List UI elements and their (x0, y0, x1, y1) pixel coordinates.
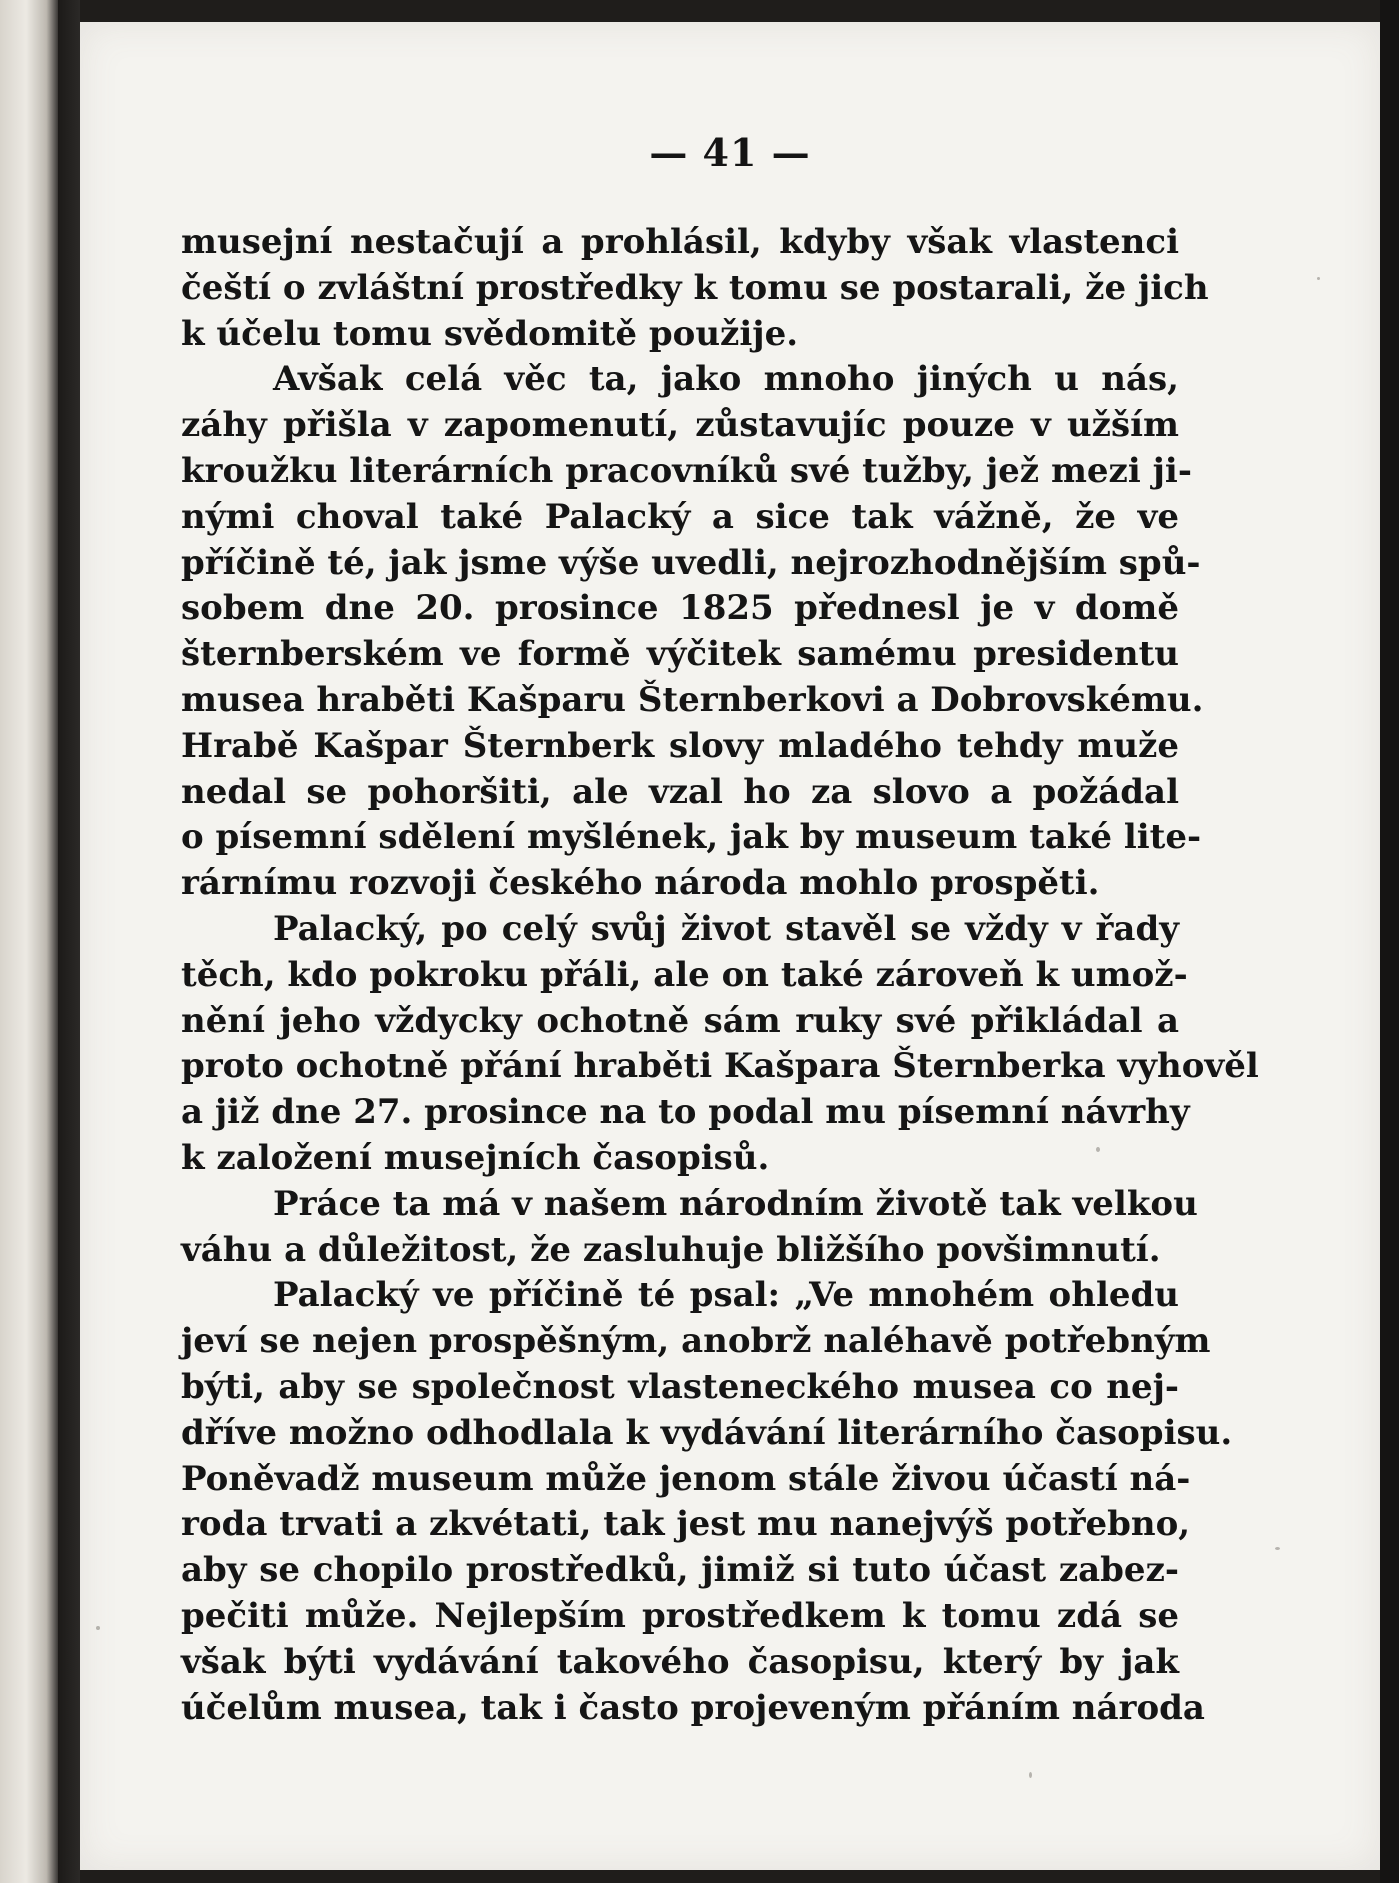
text-line: Palacký, po celý svůj život stavěl se vždy v řady (273, 908, 1179, 949)
text-line: rárnímu rozvoji českého národa mohlo prospěti. (181, 863, 1100, 904)
text-line: jeví se nejen prospěšným, anobrž naléhavě potřebným (181, 1321, 1211, 1362)
page-sheet (80, 22, 1380, 1870)
text-line: Práce ta má v našem národním životě tak velkou (273, 1183, 1198, 1224)
text-line: k založení musejních časopisů. (181, 1137, 770, 1178)
text-line: proto ochotně přání hraběti Kašpara Šternberka vyhověl (181, 1046, 1259, 1087)
previous-page-edge (0, 0, 58, 1883)
text-line: Palacký ve příčině té psal: „Ve mnohém ohledu (273, 1275, 1179, 1316)
text-line: roda trvati a zkvétati, tak jest mu nanejvýš potřebno, (181, 1504, 1191, 1545)
paper-speck (1096, 1147, 1100, 1152)
paper-speck (1317, 277, 1320, 280)
text-line: nění jeho vždycky ochotně sám ruky své přikládal a (181, 1000, 1179, 1041)
text-line: býti, aby se společnost vlasteneckého musea co nej- (181, 1366, 1179, 1407)
text-line: k účelu tomu svědomitě použije. (181, 313, 799, 354)
text-line: šternberském ve formě výčitek samému presidentu (181, 634, 1179, 675)
text-line: těch, kdo pokroku přáli, ale on také zároveň k umož- (181, 954, 1188, 995)
text-line: záhy přišla v zapomenutí, zůstavujíc pouze v užším (181, 405, 1179, 446)
text-line: Poněvadž museum může jenom stále živou účastí ná- (181, 1458, 1191, 1499)
paper-speck (1029, 1772, 1032, 1778)
text-line: dříve možno odhodlala k vydávání literárního časopisu. (181, 1412, 1233, 1453)
text-line: účelům musea, tak i často projeveným přáním národa (181, 1687, 1205, 1728)
text-line: kroužku literárních pracovníků své tužby, jež mezi ji- (181, 450, 1192, 491)
text-line: příčině té, jak jsme výše uvedli, nejrozhodnějším spů- (181, 542, 1201, 583)
text-line: Hrabě Kašpar Šternberk slovy mladého tehdy muže (181, 725, 1179, 766)
text-line: pečiti může. Nejlepším prostředkem k tomu zdá se (181, 1595, 1179, 1636)
text-line: a již dne 27. prosince na to podal mu písemní návrhy (181, 1092, 1190, 1133)
page-number: — 41 — (649, 130, 811, 175)
text-line: čeští o zvláštní prostředky k tomu se postarali, že jich (181, 267, 1209, 308)
text-line: musejní nestačují a prohlásil, kdyby však vlastenci (181, 222, 1179, 262)
text-line: nými choval také Palacký a sice tak vážně, že ve (181, 496, 1179, 537)
text-line: musea hraběti Kašparu Šternberkovi a Dobrovskému. (181, 679, 1204, 720)
book-gutter (58, 0, 80, 1883)
text-line: váhu a důležitost, že zasluhuje bližšího povšimnutí. (181, 1229, 1161, 1270)
text-line: Avšak celá věc ta, jako mnoho jiných u nás, (273, 359, 1179, 400)
text-line: sobem dne 20. prosince 1825 přednesl je v domě (181, 588, 1179, 629)
paper-speck (96, 1626, 100, 1630)
body-text (181, 220, 1259, 1731)
text-line: aby se chopilo prostředků, jimiž si tuto účast zabez- (181, 1550, 1179, 1591)
text-line: nedal se pohoršiti, ale vzal ho za slovo a požádal (181, 771, 1179, 812)
text-line: však býti vydávání takového časopisu, který by jak (181, 1641, 1179, 1682)
text-line: o písemní sdělení myšlének, jak by museum také lite- (181, 817, 1202, 858)
scan-border-right (1380, 0, 1399, 1883)
paper-speck (1275, 1547, 1280, 1550)
